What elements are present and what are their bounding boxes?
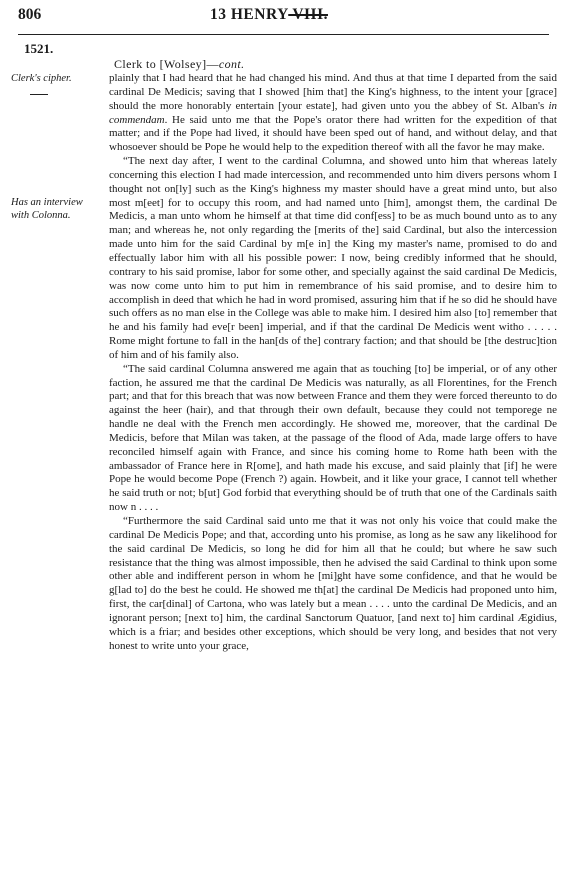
running-head-prefix: 13 HENRY [210,6,289,23]
header-rule [18,34,549,35]
paragraph-1-italic: in commendam [109,99,557,126]
paragraph-1 [109,72,557,155]
margin-divider [30,94,48,95]
section-title-cont: cont. [218,57,245,71]
running-head-struck: VIII. [288,6,328,23]
paragraph-3: “The said cardinal Columna answered me again that as touching [to] be imperial, or of any other faction, he assured me that the cardinal De Medicis was naturally, as all Florentines, for the French part; and that for this breach that was now between France and them they were forced thereunto to do against the heer (hair), and that through their own default, because they could not temporege ne handle ne deal with the French men accordingly. He showed me, moreover, that the cardinal De Medicis, before that Milan was taken, at the passage of the flood of Ada, made large offers to have reconciled himself again with France, and since his coming home to Rome hath been with the ambassador of France here in R[ome], and hath made his excuse, and said plainly that [if] he were Pope he would become Pope (French ?) again. Howbeit, and it like your grace, I cannot tell whether he said truth or not; b[ut] God forbid that everything should be of truth that one of the Cardinals saith now n . . . . [109,362,557,514]
section-title [114,57,245,72]
page-number: 806 [18,6,42,23]
page-header [18,6,549,30]
letter-body [109,72,557,653]
paragraph-4: “Furthermore the said Cardinal said unto me that it was not only his voice that could make the cardinal De Medicis Pope; and that, according unto his promise, as long as he saw any likelihood for the said cardinal De Medicis, so long he did for him all that he could; but where he saw such resistance that the thing was almost impossible, then he advised the said Cardinal to think upon some other able and indifferent person in whom he [mi]ght have some confidence, and that he would be g[lad to] do the best he could. He showed me th[at] the cardinal De Medicis had proponed unto him, first, the car[dinal] of Cartona, who was lately but a mean . . . . unto the cardinal De Medicis, and an ignorant person; [next to] him, the cardinal Sanctorum Quatuor, [and next to] him cardinal Ægidius, which is a friar; and besides other exceptions, which should be very long, and besides that not very honest to write unto your grace, [109,515,557,652]
paragraph-2: “The next day after, I went to the cardinal Columna, and showed unto him that whereas lately concerning this election I had made intercession, and recommended unto him divers persons whom I thought not on[ly] such as the King's highness my master should have a great mind unto, but also most m[eet] for to occupy this room, and had named unto [him], amongst them, the cardinal De Medicis, a man unto whom he himself at that time did conf[ess] to be as much bound unto as to any man; and whereas he, not only regarding the [merits of the] said Cardinal, but also the intercession made unto him for the said Cardinal by m[e in] the King my master's name, promised to do and effectually labor him with all his possible power: I now, being credibly informed that he should, contrary to his said promise, labor for some other, and specially against the said cardinal De Medicis, was now come unto him to put him in remembrance of his said promise, and to desire him to accomplish in deed that which he had in word promised, assuring him that if he so did he should have such offers as no man else in the College was able to make him. I desired him also [to] remember that he and his family had eve[r been] imperial, and if that the cardinal De Medicis went witho . . . . . Rome might fortune to fall in the han[ds of the] contrary faction; and that should be [the destruc]tion of him and of his family also. [109,155,557,361]
section-title-main: Clerk to [Wolsey]— [114,57,219,71]
margin-note-interview: Has an interview with Colonna. [11,197,83,221]
margin-note-clerks-cipher: Clerk's cipher. [11,73,72,84]
running-head [210,6,328,24]
paragraph-1-before: plainly that I had heard that he had changed his mind. And thus at that time I departed from the said cardinal De Medicis; saving that I showed [him that] the King's highness, to the intent your [grace] should the more honorably entertain [your estate], had given unto you the abbey of St. Alban's [109,72,557,112]
year-label: 1521. [24,41,54,56]
paragraph-1-after: . He said unto me that the Pope's orator there had written for the expedition of that matter; and if the Pope had lived, it should have been sped out of hand, and without delay, and that whosoever should be Pope he would help to the expedition thereof with all the favor he may make. [109,113,557,154]
